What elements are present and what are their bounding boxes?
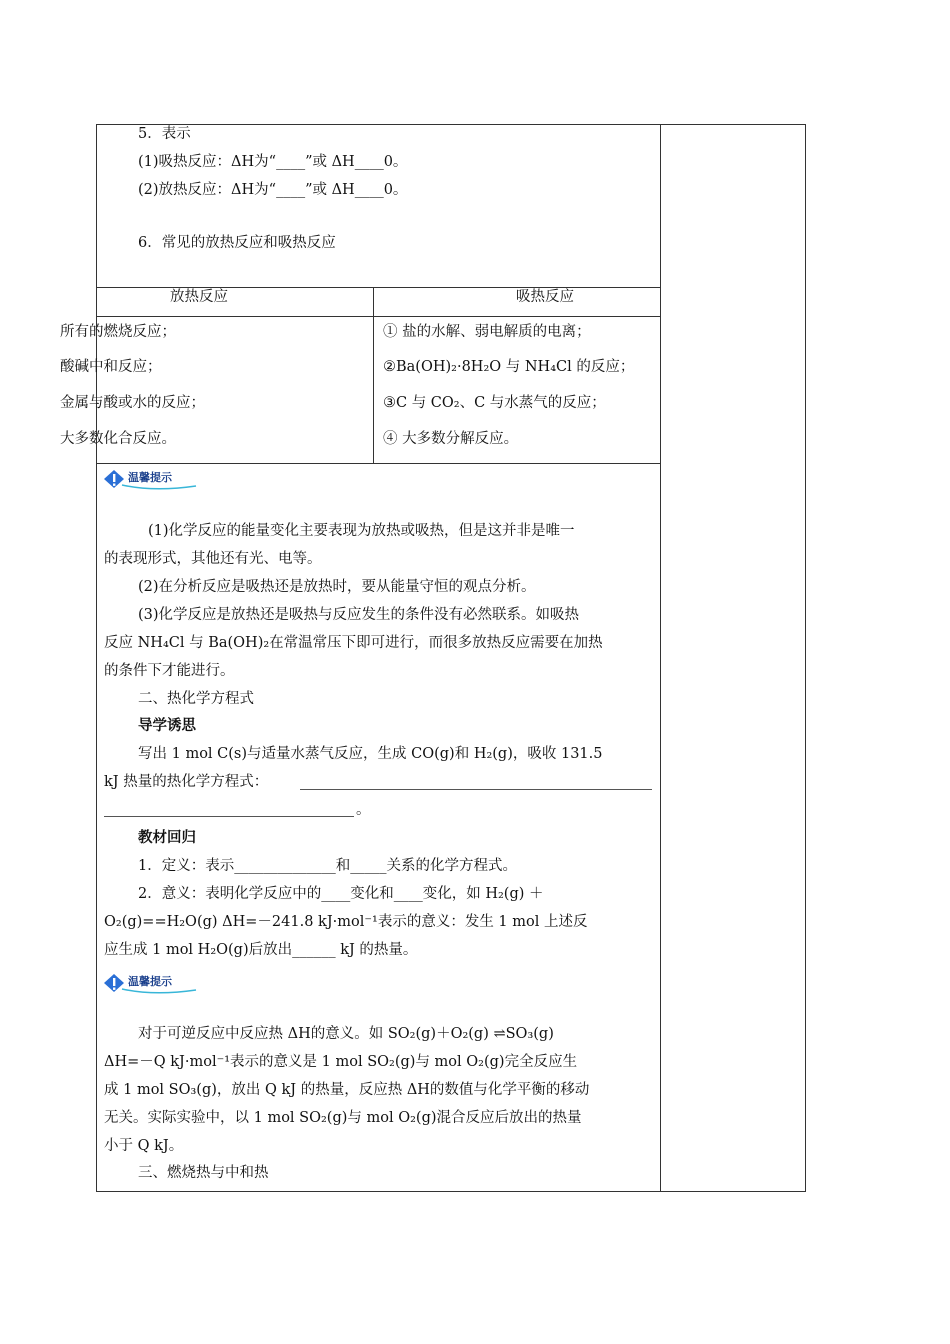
answer-blank-2 [104, 816, 354, 817]
table-left-1: 所有的燃烧反应； [60, 324, 176, 340]
tip2-line3: 成 1 mol SO₃(g)，放出 Q kJ 的热量，反应热 ΔH的数值与化学平衡的移动 [104, 1082, 590, 1098]
tip-badge-2 [104, 970, 200, 996]
table-mid-divider [373, 287, 374, 463]
part2-meaning-line3: 应生成 1 mol H₂O(g)后放出______ kJ 的热量。 [104, 942, 418, 958]
table-left-3: 金属与酸或水的反应； [60, 395, 205, 411]
exclamation-badge-icon [104, 466, 200, 492]
table-head-line [96, 316, 661, 317]
tip2-line2: ΔH=－Q kJ·mol⁻¹表示的意义是 1 mol SO₂(g)与 mol O₂(g)完全反应生 [104, 1054, 578, 1070]
table-right-3: ③C 与 CO₂、C 与水蒸气的反应； [383, 395, 606, 411]
tip2-line4: 无关。实际实验中，以 1 mol SO₂(g)与 mol O₂(g)混合反应后放出的热量 [104, 1110, 582, 1126]
tip1-p3b: 反应 NH₄Cl 与 Ba(OH)₂在常温常压下即可进行，而很多放热反应需要在加热 [104, 635, 603, 651]
svg-text:温馨提示: 温馨提示 [128, 471, 172, 484]
notes-column-divider [660, 124, 661, 1192]
tip2-line5: 小于 Q kJ。 [104, 1138, 184, 1154]
table-head-left: 放热反应 [170, 289, 228, 305]
part2-title: 二、热化学方程式 [138, 691, 254, 707]
table-bottom-line [96, 463, 661, 464]
sec6-title: 6．常见的放热反应和吸热反应 [138, 235, 336, 251]
exclamation-badge-icon [104, 970, 200, 996]
sec5-line1: (1)吸热反应：ΔH为“____”或 ΔH____0。 [138, 154, 408, 170]
svg-text:温馨提示: 温馨提示 [128, 975, 172, 988]
tip-badge-1 [104, 466, 200, 492]
answer-blank-1 [300, 789, 652, 790]
tip1-p1b: 的表现形式，其他还有光、电等。 [104, 551, 322, 567]
table-right-2: ②Ba(OH)₂·8H₂O 与 NH₄Cl 的反应； [383, 359, 635, 375]
sec5-line2: (2)放热反应：ΔH为“____”或 ΔH____0。 [138, 182, 408, 198]
table-left-2: 酸碱中和反应； [60, 359, 162, 375]
tip2-line1: 对于可逆反应中反应热 ΔH的意义。如 SO₂(g)＋O₂(g) ⇌SO₃(g) [138, 1026, 554, 1042]
table-right-4: ④ 大多数分解反应。 [383, 431, 519, 447]
part2-guide-line1: 写出 1 mol C(s)与适量水蒸气反应，生成 CO(g)和 H₂(g)，吸收 131.5 [138, 746, 603, 762]
part3-title: 三、燃烧热与中和热 [138, 1165, 269, 1181]
part2-guide-heading: 导学诱思 [138, 718, 196, 734]
table-right-1: ① 盐的水解、弱电解质的电离； [383, 324, 591, 340]
part2-meaning-line2: O₂(g)==H₂O(g) ΔH=－241.8 kJ·mol⁻¹表示的意义：发生 1 mol 上述反 [104, 914, 588, 930]
part2-guide-line3: 。 [356, 802, 371, 818]
table-head-right: 吸热反应 [516, 289, 574, 305]
tip1-p3a: (3)化学反应是放热还是吸热与反应发生的条件没有必然联系。如吸热 [138, 607, 580, 623]
part2-review-heading: 教材回归 [138, 830, 196, 846]
part2-guide-line2: kJ 热量的热化学方程式： [104, 774, 269, 790]
tip1-p1a: (1)化学反应的能量变化主要表现为放热或吸热，但是这并非是唯一 [148, 523, 575, 539]
part2-meaning-line1: 2．意义：表明化学反应中的____变化和____变化，如 H₂(g) ＋ [138, 886, 544, 902]
tip1-p2: (2)在分析反应是吸热还是放热时，要从能量守恒的观点分析。 [138, 579, 536, 595]
table-left-4: 大多数化合反应。 [60, 431, 176, 447]
part2-def-line: 1．定义：表示______________和_____关系的化学方程式。 [138, 858, 517, 874]
sec5-title: 5．表示 [138, 126, 191, 142]
tip1-p3c: 的条件下才能进行。 [104, 663, 235, 679]
